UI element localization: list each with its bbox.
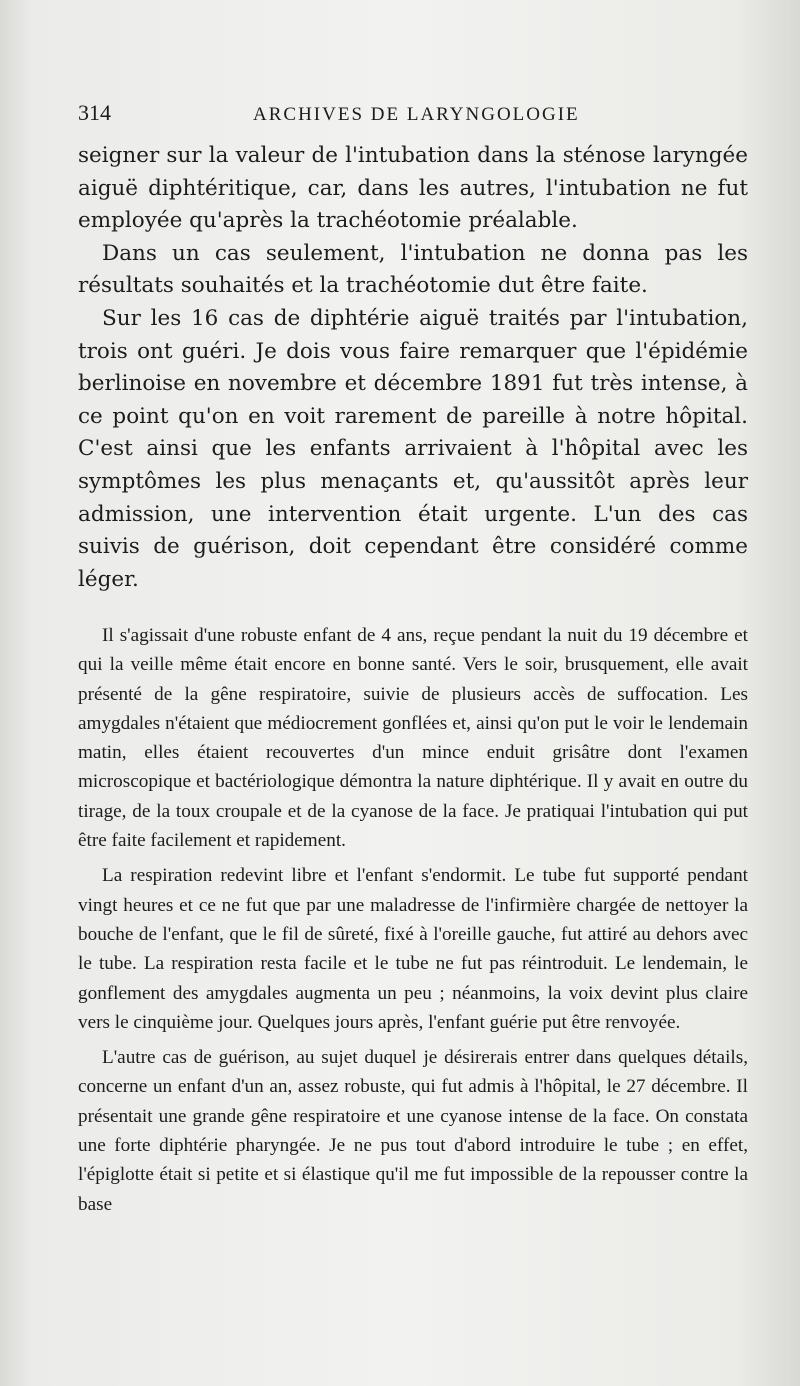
paragraph: Sur les 16 cas de diphtérie aiguë traités par l'intubation, trois ont guéri. Je dois vous faire remarquer que l'épidémie berlinoise en novembre et décembre 1891 fut très intense, à ce point qu'on en voit rarement de pareille à notre hôpital. C'est ainsi que les enfants arrivaient à l'hôpital avec les symptômes les plus menaçants et, qu'aussitôt après leur admission, une intervention était urgente. L'un des cas suivis de guérison, doit cependant être considéré comme léger. [78, 305, 748, 592]
paragraph: Dans un cas seulement, l'intubation ne donna pas les résultats souhaités et la trachéotomie dut être faite. [78, 240, 748, 299]
case-report-text [78, 621, 748, 1219]
main-text [78, 140, 748, 596]
paragraph: L'autre cas de guérison, au sujet duquel je désirerais entrer dans quelques détails, concerne un enfant d'un an, assez robuste, qui fut admis à l'hôpital, le 27 décembre. Il présentait une grande gêne respiratoire et une cyanose intense de la face. On constata une forte diphtérie pharyngée. Je ne pus tout d'abord introduire le tube ; en effet, l'épiglotte était si petite et si élastique qu'il me fut impossible de la repousser contre la base [78, 1047, 748, 1215]
page-number: 314 [78, 100, 111, 125]
running-header [78, 100, 750, 126]
paragraph: La respiration redevint libre et l'enfant s'endormit. Le tube fut supporté pendant vingt heures et ce ne fut que par une maladresse de l'infirmière chargée de nettoyer la bouche de l'enfant, que le fil de sûreté, fixé à l'oreille gauche, fut attiré au dehors avec le tube. La respiration resta facile et le tube ne fut pas réintroduit. Le lendemain, le gonflement des amygdales augmenta un peu ; néanmoins, la voix devint plus claire vers le cinquième jour. Quelques jours après, l'enfant guérie put être renvoyée. [78, 865, 748, 1033]
paragraph: seigner sur la valeur de l'intubation dans la sténose laryngée aiguë diphtéritique, car, dans les autres, l'intubation ne fut employée qu'après la trachéotomie préalable. [78, 143, 748, 234]
paragraph: Il s'agissait d'une robuste enfant de 4 ans, reçue pendant la nuit du 19 décembre et qui la veille même était encore en bonne santé. Vers le soir, brusquement, elle avait présenté de la gêne respiratoire, suivie de plusieurs accès de suffocation. Les amygdales n'étaient que médiocrement gonflées et, ainsi qu'on put le voir le lendemain matin, elles étaient recouvertes d'un mince enduit grisâtre dont l'examen microscopique et bactériologique démontra la nature diphtérique. Il y avait en outre du tirage, de la toux croupale et de la cyanose de la face. Je pratiquai l'intubation qui put être faite facilement et rapidement. [78, 625, 748, 852]
running-title: ARCHIVES DE LARYNGOLOGIE [253, 104, 580, 125]
